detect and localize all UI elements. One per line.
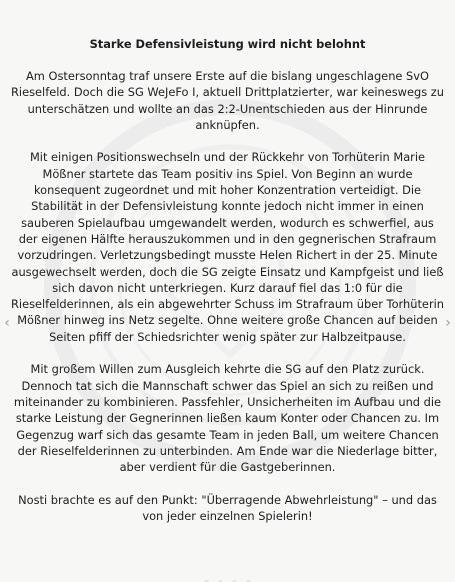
post-paragraph-second-half: Mit großem Willen zum Ausgleich kehrte die SG auf den Platz zurück. Dennoch tat sich die Mannschaft schwer das Spiel an sich zu reißen und miteinander zu kombinieren. Passfehler, Unsicherheiten im Aufbau und die starke Leistung der Gegnerinnen ließen kaum Konter oder Chancen zu. Im Gegenzug warf sich das gesamte Team in jeden Ball, um weitere Chancen der Rieselfelderinnen zu unterbinden. Am Ende war die Niederlage bitter, aber verdient für die Gastgeberinnen. (13, 362, 442, 475)
chevron-right-icon[interactable]: › (445, 315, 451, 331)
chevron-left-icon[interactable]: ‹ (4, 315, 10, 331)
post-title: Starke Defensivleistung wird nicht belohnt (89, 37, 366, 51)
post-paragraph-first-half: Mit einigen Positionswechseln und der Rückkehr von Torhüterin Marie Mößner startete das Team positiv ins Spiel. Von Beginn an wurde konsequent zugeordnet und mit hoher Konzentration verteidigt. Die Stabilität in der Defensivleistung konnte jedoch nicht immer in einen sauberen Spielaufbau umgewandelt werden, wodurch es schwerfiel, aus der eigenen Hälfte herauszukommen und in den gegnerischen Strafraum vorzudringen. Verletzungsbedingt musste Helen Richert in der 25. Minute ausgewechselt werden, doch die SG zeigte Einsatz und Kampfgeist und ließ sich davon nicht unterkriegen. Kurz darauf fiel das 1:0 für die Rieselfelderinnen, als ein abgewehrter Schuss im Strafraum über Torhüterin Mößner hinweg ins Netz segelte. Ohne weitere große Chancen auf beiden Seiten pfiff der Schiedsrichter wenig später zur Halbzeitpause. (10, 150, 445, 344)
post-paragraph-intro: Am Ostersonntag traf unsere Erste auf die bislang ungeschlagene SvO Rieselfeld. Doch die SG WeJeFo I, aktuell Drittplatzierter, war keineswegs zu unterschätzen und wollte an das 2:2-Unentschieden aus der Hinrunde anknüpfen. (11, 69, 444, 132)
post-paragraph-quote: Nosti brachte es auf den Punkt: "Überragende Abwehrleistung" – und das von jeder einzelnen Spielerin! (18, 492, 437, 524)
post-content (10, 36, 445, 541)
carousel-dots (0, 570, 455, 580)
